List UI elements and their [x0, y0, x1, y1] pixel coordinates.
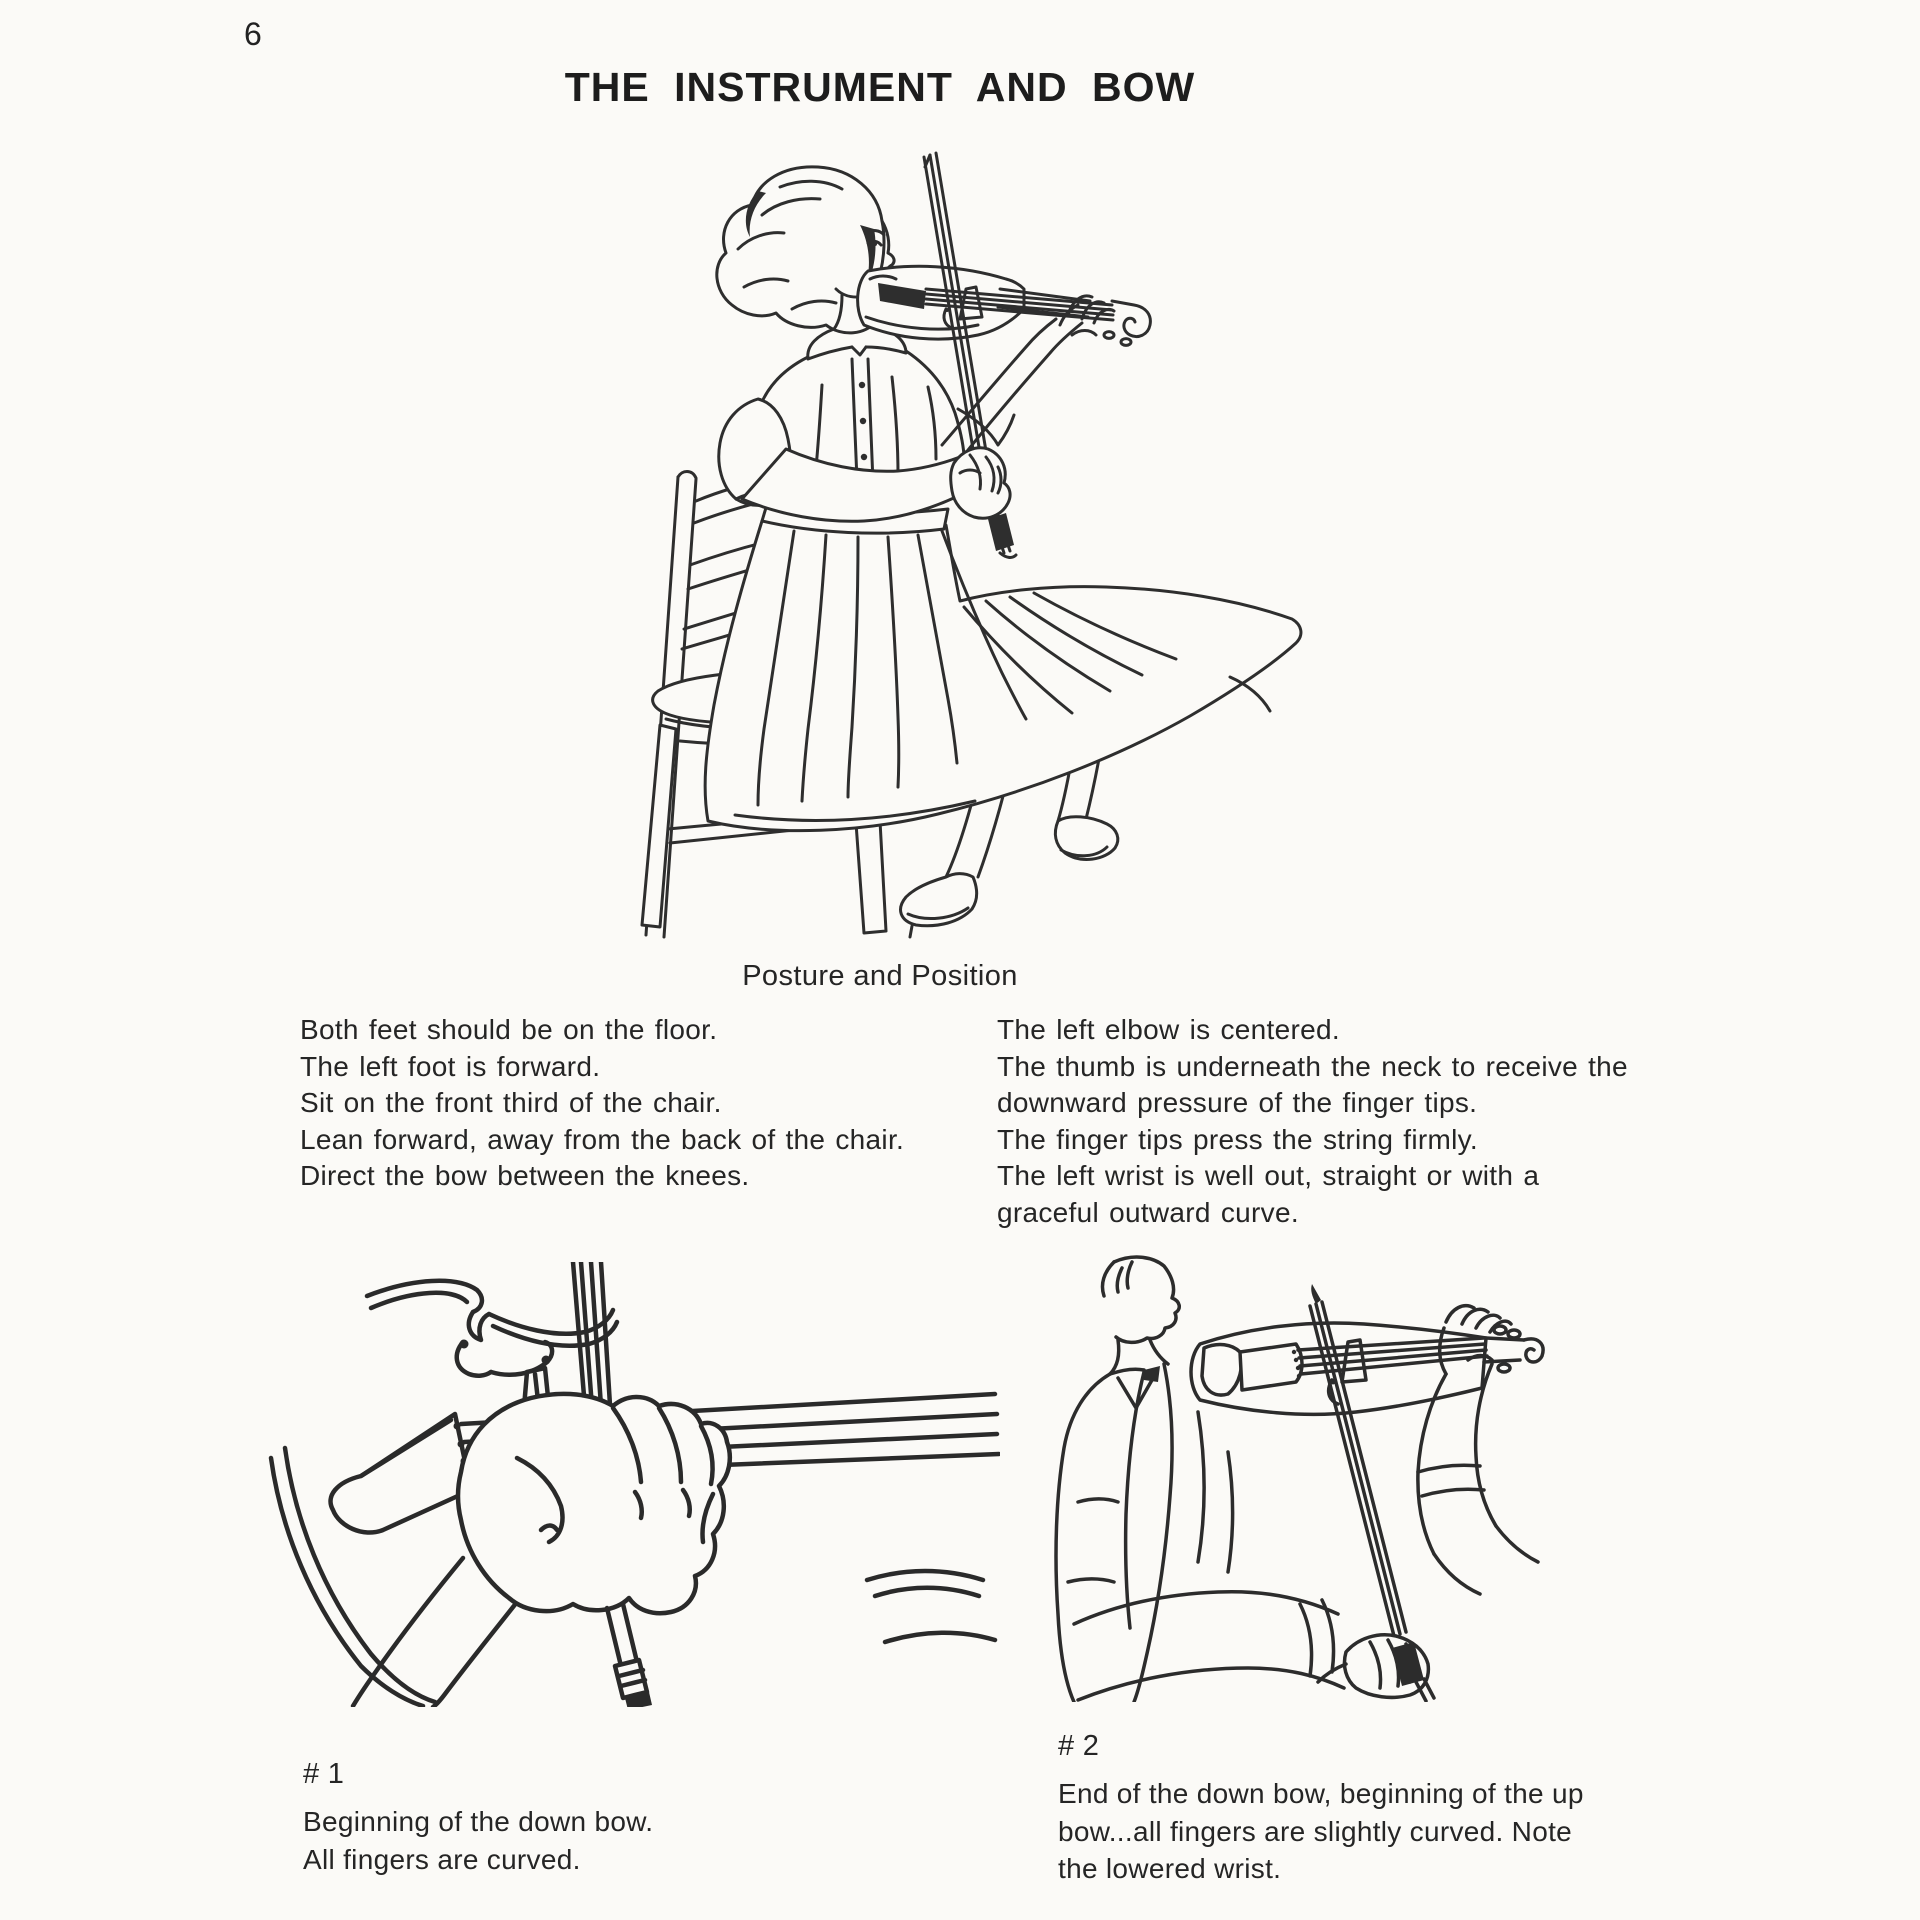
- seated-violinist-drawing: [530, 128, 1470, 960]
- posture-illustration: [530, 128, 1470, 960]
- skirt: [705, 521, 1301, 831]
- posture-line: The finger tips press the string firmly.: [997, 1123, 1478, 1155]
- posture-line: Sit on the front third of the chair.: [300, 1087, 722, 1118]
- end-of-down-bow-illustration: [1048, 1252, 1738, 1702]
- fig1-caption: [303, 1758, 653, 1878]
- fig2-label: # 2: [1058, 1730, 1100, 1762]
- posture-left-column: [300, 1012, 1000, 1195]
- posture-line: Lean forward, away from the back of the chair.: [300, 1123, 905, 1155]
- posture-line: downward pressure of the finger tips.: [997, 1087, 1478, 1118]
- fig1-label: # 1: [303, 1758, 345, 1790]
- page-number: 6: [244, 16, 262, 52]
- bowing-arm: [1074, 1592, 1344, 1700]
- illustration-caption: Posture and Position: [742, 960, 1018, 992]
- fig2-caption-line: bow...all fingers are slightly curved. Note: [1058, 1815, 1573, 1847]
- posture-line: The left wrist is well out, straight or with a: [997, 1160, 1540, 1191]
- fig1-caption-line: Beginning of the down bow.: [303, 1806, 654, 1837]
- posture-right-column: [997, 1012, 1721, 1231]
- bow-hand: [1318, 1635, 1434, 1701]
- violin: [858, 266, 1151, 345]
- bow-hand: [951, 448, 1010, 518]
- posture-line: Both feet should be on the floor.: [300, 1014, 718, 1045]
- bow-frog: [607, 1604, 652, 1707]
- fig2-caption-line: the lowered wrist.: [1058, 1853, 1282, 1884]
- fig1-caption-line: All fingers are curved.: [303, 1843, 581, 1875]
- bow-stick: [573, 1262, 610, 1408]
- page-title: THE INSTRUMENT AND BOW: [564, 64, 1196, 110]
- fig2-caption: [1058, 1730, 1584, 1888]
- bow-hold-drawing: [255, 1262, 1000, 1707]
- jacket: [1056, 1364, 1233, 1702]
- player-head: [1102, 1257, 1179, 1382]
- fig2-caption-line: End of the down bow, beginning of the up: [1058, 1778, 1584, 1809]
- end-of-down-bow-drawing: [1048, 1252, 1738, 1702]
- tailpiece: [331, 1414, 471, 1533]
- posture-line: Direct the bow between the knees.: [300, 1160, 750, 1191]
- posture-line: graceful outward curve.: [997, 1196, 1299, 1228]
- posture-line: The thumb is underneath the neck to receive the: [997, 1050, 1628, 1082]
- posture-line: The left elbow is centered.: [997, 1014, 1340, 1045]
- bow-hand: [353, 1394, 730, 1707]
- posture-line: The left foot is forward.: [300, 1050, 601, 1082]
- bow-hold-closeup-illustration: [255, 1262, 1000, 1707]
